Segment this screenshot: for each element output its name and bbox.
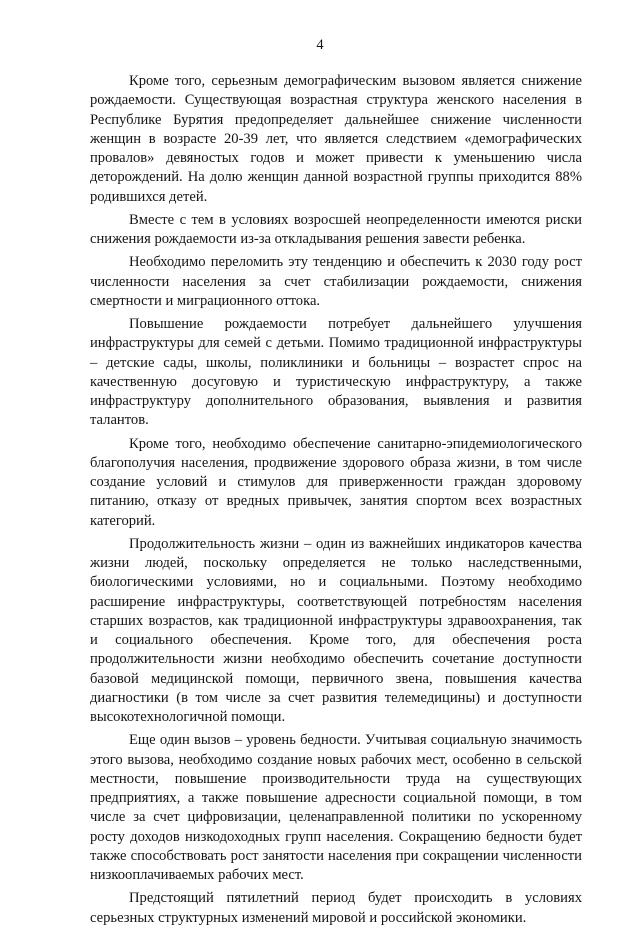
paragraph-birth-rate-risks: Вместе с тем в условиях возросшей неопределенности имеются риски снижения рождаемости из-за откладывания решения завести ребенка.	[90, 211, 582, 247]
paragraph-five-year-outlook: Предстоящий пятилетний период будет происходить в условиях серьезных структурных изменений мировой и российской экономики.	[90, 890, 582, 926]
paragraph-family-infrastructure: Повышение рождаемости потребует дальнейшего улучшения инфраструктуры для семей с детьми. Помимо традиционной инфраструктуры – детские сады, школы, поликлиники и больницы – возрастет спрос на качественную досуговую и туристическую инфраструктуру, а также инфраструктуру дополнительного образования, выявления и развития талантов.	[90, 316, 582, 429]
page-number: 4	[316, 37, 324, 53]
paragraph-birth-rate-decline: Кроме того, серьезным демографическим вызовом является снижение рождаемости. Существующая возрастная структура женского населения в Республике Бурятия предопределяет дальнейшее снижение численности женщин в возрасте 20-39 лет, что является следствием «демографических провалов» девяностых годов и может привести к уменьшению числа деторождений. На долю женщин данной возрастной группы приходится 88% родившихся детей.	[90, 73, 582, 205]
paragraph-life-expectancy: Продолжительность жизни – один из важнейших индикаторов качества жизни людей, поскольку определяется не только наследственными, биологическими условиями, но и социальными. Поэтому необходимо расширение инфраструктуры, соответствующей потребностям населения старших возрастов, как традиционной инфраструктуры здравоохранения, так и социального обеспечения. Кроме того, для обеспечения роста продолжительности жизни необходимо обеспечить сочетание доступности базовой медицинской помощи, первичного звена, повышения качества диагностики (в том числе за счет развития телемедицины) и доступности высокотехнологичной помощи.	[90, 535, 582, 725]
body-text	[90, 72, 582, 932]
paragraph-population-growth-goal: Необходимо переломить эту тенденцию и обеспечить к 2030 году рост численности населения за счет стабилизации рождаемости, снижения смертности и миграционного оттока.	[90, 254, 582, 309]
paragraph-poverty: Еще один вызов – уровень бедности. Учитывая социальную значимость этого вызова, необходимо создание новых рабочих мест, особенно в сельской местности, повышение производительности труда на существующих предприятиях, а также повышение адресности социальной помощи, в том числе за счет цифровизации, целенаправленной политики по ускоренному росту доходов низкодоходных групп населения. Сокращению бедности будет также способствовать рост занятости населения при сокращении численности низкооплачиваемых рабочих мест.	[90, 732, 582, 883]
paragraph-healthy-lifestyle: Кроме того, необходимо обеспечение санитарно-эпидемиологического благополучия населения, продвижение здорового образа жизни, в том числе создание условий и стимулов для приверженности граждан здоровому питанию, отказу от вредных привычек, занятия спортом всех возрастных категорий.	[90, 435, 582, 529]
